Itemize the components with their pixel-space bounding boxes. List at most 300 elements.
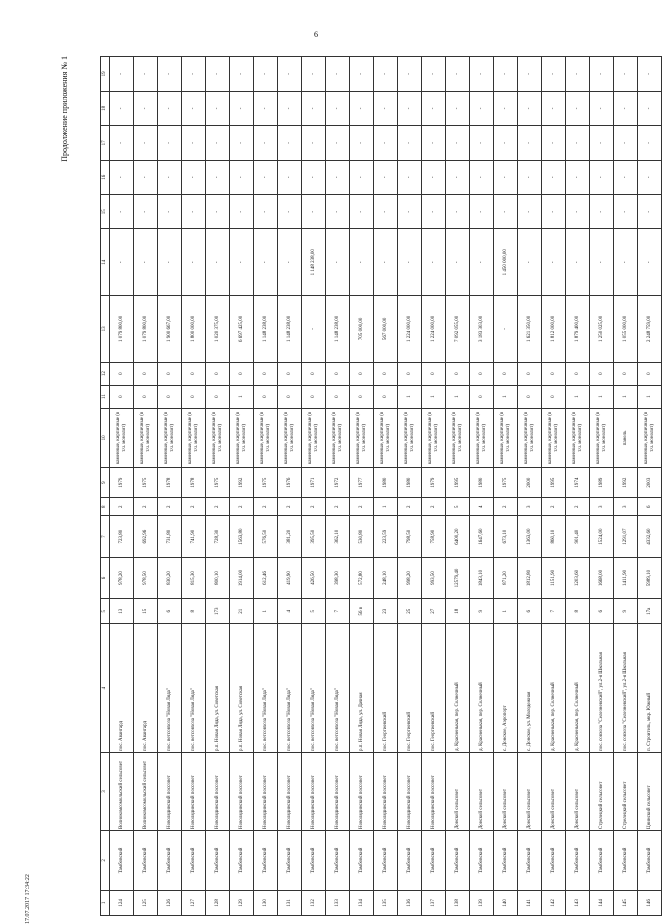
table-cell: пос. ветсовхоза "Новая Ляда" [158, 624, 182, 753]
table-cell: - [302, 160, 326, 194]
table-cell: 13 [110, 599, 134, 624]
table-cell: - [302, 126, 326, 160]
table-row [566, 57, 590, 916]
table-cell: 1979 [422, 468, 446, 498]
table-cell: 143 [566, 890, 590, 915]
table-cell: - [182, 229, 206, 296]
table-cell: - [614, 195, 638, 229]
table-cell: 6 [158, 599, 182, 624]
table-cell: 27 [422, 599, 446, 624]
table-cell: каменные, кирпичные (в т.ч. монолит) [302, 408, 326, 468]
table-cell: - [398, 195, 422, 229]
table-cell: 1974 [566, 468, 590, 498]
table-cell: - [638, 160, 662, 194]
table-cell: каменные, кирпичные (в т.ч. монолит) [278, 408, 302, 468]
table-row [302, 57, 326, 916]
table-cell: - [326, 91, 350, 125]
table-cell: пос. ветсовхоза "Новая Ляда" [302, 624, 326, 753]
table-cell: 4332,60 [638, 516, 662, 557]
table-cell: 131 [278, 890, 302, 915]
table-cell: - [278, 195, 302, 229]
table-cell: 126 [158, 890, 182, 915]
table-cell: 56 в [350, 599, 374, 624]
table-cell: 1 621 350,00 [518, 296, 542, 363]
table-cell: 17а [638, 599, 662, 624]
table-cell: 993,50 [422, 557, 446, 598]
table-row [230, 57, 254, 916]
table-cell: Тамбовский [230, 831, 254, 891]
table-cell: - [182, 160, 206, 194]
table-cell: 2 [494, 498, 518, 516]
table-cell: 0 [302, 362, 326, 385]
table-cell: 798,50 [398, 516, 422, 557]
table-cell: - [638, 195, 662, 229]
table-row [326, 57, 350, 916]
table-cell: 6400,20 [446, 516, 470, 557]
table-cell: 1 079 800,00 [110, 296, 134, 363]
column-number: 2 [101, 831, 110, 891]
table-cell: каменные, кирпичные (в т.ч. монолит) [398, 408, 422, 468]
column-number: 16 [101, 160, 110, 194]
table-cell: Донской сельсовет [542, 752, 566, 830]
table-cell: - [326, 195, 350, 229]
table-cell: 1971 [302, 468, 326, 498]
table-cell: Тамбовский [158, 831, 182, 891]
table-cell: Тамбовский [110, 831, 134, 891]
table-cell: каменные, кирпичные (в т.ч. монолит) [350, 408, 374, 468]
table-cell: - [398, 91, 422, 125]
table-cell: 7 [326, 599, 350, 624]
table-cell: - [278, 160, 302, 194]
table-cell: 705 000,00 [350, 296, 374, 363]
table-cell: 419,90 [278, 557, 302, 598]
table-cell: - [638, 126, 662, 160]
table-cell: 2 [110, 498, 134, 516]
table-cell: - [470, 229, 494, 296]
table-cell: - [254, 195, 278, 229]
table-cell: 8 [182, 599, 206, 624]
table-cell: каменные, кирпичные (в т.ч. монолит) [446, 408, 470, 468]
table-cell: - [542, 195, 566, 229]
table-cell: Тамбовский [614, 831, 638, 891]
rotated-page [25, 56, 655, 924]
table-cell: с. Донское, Аэропорт [494, 624, 518, 753]
table-cell: 3 183 303,00 [470, 296, 494, 363]
table-cell: - [374, 126, 398, 160]
table-cell: 4 [278, 599, 302, 624]
table-cell: 4 [470, 498, 494, 516]
table-cell: Тамбовский [590, 831, 614, 891]
table-cell: р.п. Новая Ляда, ул. Дачная [350, 624, 374, 753]
table-cell: - [566, 91, 590, 125]
table-cell: - [446, 91, 470, 125]
table-cell: Тамбовский [254, 831, 278, 891]
table-cell: - [158, 126, 182, 160]
table-cell: - [230, 229, 254, 296]
table-cell: - [254, 91, 278, 125]
table-cell: - [398, 57, 422, 92]
table-cell: 0 [518, 385, 542, 408]
table-cell: 15 [134, 599, 158, 624]
table-cell: 426,50 [302, 557, 326, 598]
table-cell: Новолядинский поссовет [278, 752, 302, 830]
table-cell: - [134, 126, 158, 160]
table-cell: 0 [350, 362, 374, 385]
table-cell: 1 [614, 385, 638, 408]
table-row [374, 57, 398, 916]
table-cell: - [110, 91, 134, 125]
table-cell: 12579,40 [446, 557, 470, 598]
table-cell: - [182, 126, 206, 160]
table-cell: 5 [446, 498, 470, 516]
table-cell: - [350, 195, 374, 229]
table-cell: - [470, 91, 494, 125]
table-cell: - [350, 91, 374, 125]
table-cell: Стрелецкий сельсовет [590, 752, 614, 830]
table-cell: - [398, 229, 422, 296]
table-cell: - [638, 57, 662, 92]
table-cell: 134 [350, 890, 374, 915]
table-cell: 1978 [158, 468, 182, 498]
table-cell: Новолядинский поссовет [302, 752, 326, 830]
table-cell: каменные, кирпичные (в т.ч. монолит) [182, 408, 206, 468]
table-cell: каменные, кирпичные (в т.ч. монолит) [374, 408, 398, 468]
table-cell: 9 [614, 599, 638, 624]
table-cell: 0 [110, 385, 134, 408]
table-cell: - [446, 160, 470, 194]
table-cell: 0 [254, 385, 278, 408]
table-cell: 0 [542, 385, 566, 408]
table-cell: 139 [470, 890, 494, 915]
table-cell: 1 [254, 599, 278, 624]
table-cell: - [614, 229, 638, 296]
table-row [470, 57, 494, 916]
table-cell: - [518, 195, 542, 229]
table-cell: д. Красненькая, пер. Солнечный [446, 624, 470, 753]
table-cell: - [566, 229, 590, 296]
table-cell: 1972 [326, 468, 350, 498]
table-cell: Донской сельсовет [446, 752, 470, 830]
table-cell: 1 079 800,00 [134, 296, 158, 363]
table-cell: - [614, 91, 638, 125]
column-number: 15 [101, 195, 110, 229]
table-cell: 0 [566, 362, 590, 385]
table-cell: 6 697 425,00 [230, 296, 254, 363]
table-cell: 0 [206, 385, 230, 408]
table-cell: 1 148 238,00 [278, 296, 302, 363]
table-header [101, 57, 110, 916]
table-cell: - [350, 229, 374, 296]
table-cell: 128 [206, 890, 230, 915]
table-cell: - [110, 126, 134, 160]
table-cell: Тамбовский [134, 831, 158, 891]
page-number: 6 [314, 30, 318, 39]
table-cell: 0 [542, 362, 566, 385]
table-cell: 18 [446, 599, 470, 624]
table-cell: 0 [110, 362, 134, 385]
table-cell: - [614, 126, 638, 160]
table-cell: 1411,90 [614, 557, 638, 598]
table-cell: 2 [254, 498, 278, 516]
table-cell: - [470, 195, 494, 229]
table-cell: - [278, 91, 302, 125]
table-cell: 0 [374, 362, 398, 385]
table-cell: 0 [326, 362, 350, 385]
table-row [182, 57, 206, 916]
table-cell: - [206, 160, 230, 194]
table-row [350, 57, 374, 916]
table-row [398, 57, 422, 916]
table-cell: - [470, 57, 494, 92]
table-row [158, 57, 182, 916]
table-cell: 1 [494, 385, 518, 408]
table-cell: 1978 [182, 468, 206, 498]
table-cell: Тамбовский [350, 831, 374, 891]
table-cell: 7 [542, 599, 566, 624]
table-cell: - [494, 160, 518, 194]
table-cell: 1 [590, 385, 614, 408]
table-row [254, 57, 278, 916]
table-cell: - [254, 126, 278, 160]
table-cell: 145 [614, 890, 638, 915]
table-cell: 567 000,00 [374, 296, 398, 363]
table-cell: 2003 [638, 468, 662, 498]
table-cell: каменные, кирпичные (в т.ч. монолит) [326, 408, 350, 468]
table-cell: - [278, 229, 302, 296]
table-cell: Новолядинский поссовет [158, 752, 182, 830]
table-cell: - [566, 57, 590, 92]
table-cell: - [158, 57, 182, 92]
table-cell: - [518, 160, 542, 194]
table-cell: - [254, 160, 278, 194]
table-cell: 2 [182, 498, 206, 516]
table-cell: - [542, 160, 566, 194]
table-cell: 25 [398, 599, 422, 624]
column-number: 1 [101, 890, 110, 915]
table-cell: 0 [254, 362, 278, 385]
table-cell: - [254, 57, 278, 92]
table-cell: 6 [518, 599, 542, 624]
table-cell: каменные, кирпичные (в т.ч. монолит) [542, 408, 566, 468]
table-cell: - [134, 229, 158, 296]
table-cell: 9 [470, 599, 494, 624]
housing-table [100, 56, 662, 916]
table-cell: 146 [638, 890, 662, 915]
table-cell: Стрелецкий сельсовет [614, 752, 638, 830]
table-cell: Тамбовский [206, 831, 230, 891]
table-row [494, 57, 518, 916]
table-cell: - [110, 229, 134, 296]
table-cell: 0 [134, 385, 158, 408]
column-number: 4 [101, 624, 110, 753]
table-cell: 860,10 [542, 516, 566, 557]
table-cell: 1992 [614, 468, 638, 498]
table-cell: Тамбовский [542, 831, 566, 891]
table-cell: 1975 [134, 468, 158, 498]
table-cell: - [518, 229, 542, 296]
table-cell: - [350, 57, 374, 92]
table-cell: пос. ветсовхоза "Новая Ляда" [182, 624, 206, 753]
table-cell: - [638, 229, 662, 296]
table-cell: 1975 [254, 468, 278, 498]
table-cell: каменные, кирпичные (в т.ч. монолит) [638, 408, 662, 468]
table-cell: - [158, 160, 182, 194]
table-cell: 0 [158, 385, 182, 408]
table-cell: Тамбовский [422, 831, 446, 891]
table-cell: 731,80 [158, 516, 182, 557]
table-cell: - [590, 91, 614, 125]
table-cell: - [374, 57, 398, 92]
table-cell: 0 [182, 362, 206, 385]
table-cell: - [470, 160, 494, 194]
table-cell: - [518, 91, 542, 125]
table-cell: 0 [326, 385, 350, 408]
table-cell: 142 [542, 890, 566, 915]
table-cell: 1668,00 [590, 557, 614, 598]
table-cell: 1 [494, 599, 518, 624]
table-cell: Донской сельсовет [470, 752, 494, 830]
table-cell: 0 [158, 362, 182, 385]
table-cell: - [566, 195, 590, 229]
table-cell: 2 [278, 498, 302, 516]
table-cell: 1 450 000,00 [494, 229, 518, 296]
table-cell: 6 [590, 599, 614, 624]
table-cell: 673,10 [494, 516, 518, 557]
table-cell: - [374, 195, 398, 229]
table-cell: 2 [350, 498, 374, 516]
table-cell: Тамбовский [398, 831, 422, 891]
table-cell: р.п. Новая Ляда, ул. Советская [206, 624, 230, 753]
table-cell: 2 [230, 498, 254, 516]
table-cell: 1563,80 [230, 516, 254, 557]
table-cell: Новолядинский поссовет [254, 752, 278, 830]
table-cell: д. Красненькая, пер. Солнечный [566, 624, 590, 753]
table-row [206, 57, 230, 916]
table-cell: - [422, 91, 446, 125]
table-cell: 1 148 238,00 [326, 296, 350, 363]
table-cell: 1 [638, 385, 662, 408]
table-cell: 1 900 667,00 [158, 296, 182, 363]
table-cell: 576,50 [254, 516, 278, 557]
table-cell: 0 [278, 385, 302, 408]
table-cell: - [398, 126, 422, 160]
table-cell: 2 [158, 498, 182, 516]
table-cell: - [110, 57, 134, 92]
table-cell: - [446, 195, 470, 229]
table-cell: Новолядинский поссовет [326, 752, 350, 830]
table-cell: 2 [398, 498, 422, 516]
table-cell: Тамбовский [566, 831, 590, 891]
table-cell: 127 [182, 890, 206, 915]
table-cell: 0 [206, 362, 230, 385]
table-cell: д. Красненькая, пер. Солнечный [542, 624, 566, 753]
table-cell: 21 [230, 599, 254, 624]
table-cell: Донской сельсовет [518, 752, 542, 830]
table-cell: пос. Георгиевский [374, 624, 398, 753]
table-cell: пос. ветсовхоза "Новая Ляда" [278, 624, 302, 753]
column-number: 3 [101, 752, 110, 830]
table-cell: 5989,10 [638, 557, 662, 598]
table-cell: 3 [518, 498, 542, 516]
table-cell: - [614, 160, 638, 194]
table-cell: - [134, 57, 158, 92]
table-cell: 830,20 [158, 557, 182, 598]
table-cell: - [422, 229, 446, 296]
column-number: 17 [101, 126, 110, 160]
table-cell: 1812,80 [518, 557, 542, 598]
table-cell: 248,10 [374, 557, 398, 598]
table-cell: - [350, 160, 374, 194]
table-cell: 1995 [446, 468, 470, 498]
table-cell: - [494, 126, 518, 160]
table-cell: пос. ветсовхоза "Новая Ляда" [326, 624, 350, 753]
table-cell: 2 [542, 498, 566, 516]
table-cell: Новолядинский поссовет [230, 752, 254, 830]
table-cell: 0 [374, 385, 398, 408]
table-cell: Новолядинский поссовет [350, 752, 374, 830]
table-cell: 1151,90 [542, 557, 566, 598]
table-cell: 3 [614, 498, 638, 516]
table-cell: 137 [422, 890, 446, 915]
table-cell: 612,46 [254, 557, 278, 598]
table-cell: пос. ветсовхоза "Новая Ляда" [254, 624, 278, 753]
table-cell: 2 [134, 498, 158, 516]
table-cell: Донской сельсовет [494, 752, 518, 830]
table-cell: - [542, 126, 566, 160]
appendix-heading: Продолжение приложения № 1 [60, 56, 69, 162]
table-cell: 6 [638, 498, 662, 516]
table-cell: 0 [134, 362, 158, 385]
table-cell: 1 [446, 385, 470, 408]
table-cell: 1 879 400,00 [566, 296, 590, 363]
table-cell: пос. Авангард [110, 624, 134, 753]
table-cell: - [158, 91, 182, 125]
table-cell: - [134, 195, 158, 229]
table-cell: 223,59 [374, 516, 398, 557]
table-row [446, 57, 470, 916]
table-cell: - [374, 160, 398, 194]
table-cell: 0 [398, 362, 422, 385]
table-cell: 1291,07 [614, 516, 638, 557]
table-cell: 0 [518, 362, 542, 385]
table-cell: каменные, кирпичные (в т.ч. монолит) [230, 408, 254, 468]
table-cell: 871,20 [494, 557, 518, 598]
table-cell: - [302, 195, 326, 229]
table-cell: 1843,10 [470, 557, 494, 598]
table-row [422, 57, 446, 916]
table-cell: каменные, кирпичные (в т.ч. монолит) [422, 408, 446, 468]
table-cell: 0 [350, 385, 374, 408]
table-cell: 144 [590, 890, 614, 915]
table-cell: - [422, 57, 446, 92]
table-cell: 758,90 [422, 516, 446, 557]
table-cell: 1 148 238,00 [302, 229, 326, 296]
table-cell: 741,90 [182, 516, 206, 557]
table-cell: 0 [182, 385, 206, 408]
table-cell: 0 [470, 385, 494, 408]
table-cell: - [182, 57, 206, 92]
table-cell: - [182, 91, 206, 125]
table-cell: 129 [230, 890, 254, 915]
table-cell: 0 [614, 362, 638, 385]
table-cell: 23 [374, 599, 398, 624]
table-cell: - [158, 229, 182, 296]
column-number: 13 [101, 296, 110, 363]
column-number: 18 [101, 91, 110, 125]
table-cell: 1975 [206, 468, 230, 498]
table-cell: - [494, 91, 518, 125]
table-cell: - [326, 160, 350, 194]
